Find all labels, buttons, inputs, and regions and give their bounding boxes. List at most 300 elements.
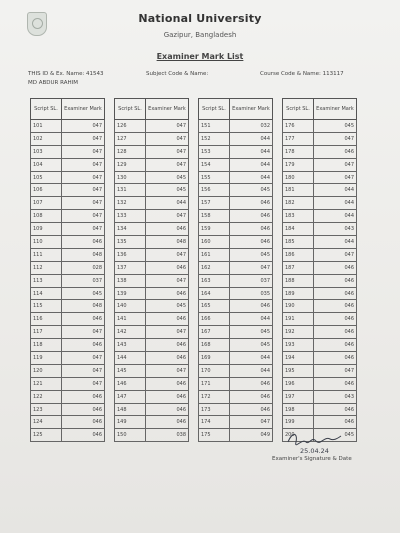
table-row: [115, 326, 189, 339]
script-sl-cell: 133: [115, 210, 146, 223]
examiner-mark-cell: 046: [314, 326, 357, 339]
examiner-mark-cell: 048: [62, 300, 105, 313]
table-row: [199, 300, 273, 313]
script-sl-cell: 176: [283, 120, 314, 133]
examiner-mark-cell: 047: [62, 120, 105, 133]
examiner-mark-cell: 046: [62, 313, 105, 326]
script-sl-cell: 197: [283, 390, 314, 403]
script-sl-cell: 110: [31, 236, 62, 249]
script-sl-cell: 173: [199, 403, 230, 416]
script-sl-cell: 194: [283, 352, 314, 365]
script-sl-cell: 149: [115, 416, 146, 429]
table-row: [283, 274, 357, 287]
script-sl-cell: 168: [199, 339, 230, 352]
script-sl-cell: 145: [115, 364, 146, 377]
script-sl-cell: 165: [199, 300, 230, 313]
table-row: [31, 403, 105, 416]
examiner-mark-cell: 044: [314, 184, 357, 197]
document-title: Examiner Mark List: [156, 52, 244, 61]
examiner-mark-cell: 044: [230, 313, 273, 326]
script-sl-cell: 101: [31, 120, 62, 133]
examiner-mark-cell: 028: [62, 261, 105, 274]
script-sl-cell: 174: [199, 416, 230, 429]
table-row: [115, 132, 189, 145]
script-sl-cell: 113: [31, 274, 62, 287]
examiner-mark-cell: 049: [230, 429, 273, 442]
signature-date: 25.04.24: [300, 447, 329, 455]
table-row: [283, 158, 357, 171]
script-sl-cell: 157: [199, 197, 230, 210]
examiner-mark-cell: 047: [146, 326, 189, 339]
mark-table-4: [282, 98, 357, 442]
examiner-mark-cell: 046: [62, 416, 105, 429]
examiner-mark-cell: 035: [230, 287, 273, 300]
table-row: [199, 248, 273, 261]
examiner-mark-cell: 047: [62, 197, 105, 210]
table-row: [115, 120, 189, 133]
examiner-mark-cell: 047: [230, 261, 273, 274]
table-row: [199, 377, 273, 390]
examiner-mark-cell: 046: [146, 403, 189, 416]
table-row: [283, 171, 357, 184]
script-sl-cell: 158: [199, 210, 230, 223]
examiner-mark-cell: 046: [314, 261, 357, 274]
table-row: [31, 171, 105, 184]
table-row: [283, 313, 357, 326]
table-row: [31, 236, 105, 249]
examiner-mark-cell: 044: [230, 145, 273, 158]
script-sl-cell: 189: [283, 287, 314, 300]
script-sl-cell: 102: [31, 132, 62, 145]
table-row: [199, 120, 273, 133]
script-sl-cell: 132: [115, 197, 146, 210]
script-sl-cell: 195: [283, 364, 314, 377]
script-sl-cell: 135: [115, 236, 146, 249]
table-row: [31, 416, 105, 429]
examiner-mark-cell: 046: [314, 377, 357, 390]
script-sl-cell: 182: [283, 197, 314, 210]
script-sl-cell: 122: [31, 390, 62, 403]
script-sl-cell: 127: [115, 132, 146, 145]
table-row: [283, 339, 357, 352]
script-sl-cell: 119: [31, 352, 62, 365]
examiner-mark-cell: 044: [230, 171, 273, 184]
examiner-mark-cell: 044: [230, 352, 273, 365]
examiner-mark-cell: 046: [62, 236, 105, 249]
script-sl-cell: 166: [199, 313, 230, 326]
script-sl-cell: 199: [283, 416, 314, 429]
script-sl-header: Script SL.: [283, 99, 314, 120]
thesis-id-field: THIS ID & Ex. Name: 41543: [28, 71, 104, 77]
script-sl-cell: 171: [199, 377, 230, 390]
script-sl-cell: 116: [31, 313, 62, 326]
examiner-mark-cell: 047: [62, 364, 105, 377]
script-sl-cell: 196: [283, 377, 314, 390]
table-row: [115, 364, 189, 377]
table-row: [283, 145, 357, 158]
script-sl-cell: 146: [115, 377, 146, 390]
examiner-mark-cell: 048: [146, 236, 189, 249]
table-row: [31, 429, 105, 442]
table-row: [31, 210, 105, 223]
examiner-mark-cell: 046: [314, 287, 357, 300]
script-sl-cell: 129: [115, 158, 146, 171]
table-row: [199, 287, 273, 300]
examiner-mark-cell: 046: [146, 261, 189, 274]
examiner-mark-cell: 047: [62, 132, 105, 145]
examiner-mark-cell: 047: [62, 145, 105, 158]
examiner-mark-cell: 046: [314, 352, 357, 365]
examiner-mark-cell: 047: [146, 274, 189, 287]
table-row: [283, 300, 357, 313]
examiner-mark-cell: 047: [314, 364, 357, 377]
table-row: [31, 339, 105, 352]
examiner-mark-cell: 046: [62, 429, 105, 442]
table-row: [115, 339, 189, 352]
table-row: [283, 210, 357, 223]
examiner-mark-cell: 046: [314, 416, 357, 429]
table-row: [115, 184, 189, 197]
examiner-mark-cell: 046: [62, 339, 105, 352]
table-row: [199, 390, 273, 403]
examiner-mark-cell: 046: [230, 210, 273, 223]
script-sl-cell: 140: [115, 300, 146, 313]
script-sl-header: Script SL.: [31, 99, 62, 120]
script-sl-cell: 177: [283, 132, 314, 145]
table-row: [199, 158, 273, 171]
table-row: [283, 403, 357, 416]
examiner-mark-cell: 046: [62, 403, 105, 416]
examiner-mark-cell: 047: [146, 158, 189, 171]
table-row: [199, 184, 273, 197]
table-row: [31, 132, 105, 145]
script-sl-cell: 112: [31, 261, 62, 274]
examiner-mark-cell: 045: [146, 300, 189, 313]
script-sl-cell: 126: [115, 120, 146, 133]
examiner-mark-cell: 047: [62, 223, 105, 236]
table-row: [115, 171, 189, 184]
script-sl-cell: 103: [31, 145, 62, 158]
script-sl-cell: 123: [31, 403, 62, 416]
table-row: [31, 377, 105, 390]
script-sl-cell: 105: [31, 171, 62, 184]
examiner-mark-cell: 044: [314, 197, 357, 210]
examiner-mark-cell: 046: [314, 145, 357, 158]
script-sl-cell: 154: [199, 158, 230, 171]
table-body: [115, 120, 189, 442]
script-sl-cell: 175: [199, 429, 230, 442]
script-sl-cell: 193: [283, 339, 314, 352]
table-row: [283, 377, 357, 390]
examiner-mark-cell: 046: [230, 236, 273, 249]
script-sl-cell: 187: [283, 261, 314, 274]
table-row: [199, 261, 273, 274]
table-row: [115, 158, 189, 171]
examiner-mark-cell: 047: [62, 326, 105, 339]
examiner-mark-cell: 038: [146, 429, 189, 442]
script-sl-cell: 121: [31, 377, 62, 390]
examiner-mark-cell: 046: [314, 313, 357, 326]
examiner-mark-cell: 044: [146, 197, 189, 210]
script-sl-cell: 178: [283, 145, 314, 158]
table-row: [283, 261, 357, 274]
script-sl-header: Script SL.: [199, 99, 230, 120]
examiner-mark-cell: 047: [146, 210, 189, 223]
table-row: [199, 145, 273, 158]
examiner-mark-cell: 047: [314, 248, 357, 261]
script-sl-cell: 198: [283, 403, 314, 416]
examiner-mark-cell: 047: [146, 132, 189, 145]
script-sl-cell: 107: [31, 197, 62, 210]
script-sl-cell: 161: [199, 248, 230, 261]
script-sl-header: Script SL.: [115, 99, 146, 120]
table-body: [31, 120, 105, 442]
script-sl-cell: 124: [31, 416, 62, 429]
examiner-mark-cell: 047: [146, 145, 189, 158]
examiner-mark-cell: 047: [146, 120, 189, 133]
script-sl-cell: 163: [199, 274, 230, 287]
table-row: [199, 197, 273, 210]
script-sl-cell: 152: [199, 132, 230, 145]
script-sl-cell: 153: [199, 145, 230, 158]
script-sl-cell: 179: [283, 158, 314, 171]
table-row: [199, 274, 273, 287]
table-body: [283, 120, 357, 442]
examiner-mark-header: Examiner Mark: [230, 99, 273, 120]
script-sl-cell: 104: [31, 158, 62, 171]
table-row: [31, 300, 105, 313]
examiner-mark-cell: 046: [230, 197, 273, 210]
table-row: [115, 403, 189, 416]
table-row: [115, 197, 189, 210]
script-sl-cell: 143: [115, 339, 146, 352]
script-sl-cell: 156: [199, 184, 230, 197]
script-sl-cell: 139: [115, 287, 146, 300]
table-row: [199, 339, 273, 352]
script-sl-cell: 120: [31, 364, 62, 377]
examiner-mark-cell: 046: [146, 390, 189, 403]
table-row: [115, 287, 189, 300]
examiner-mark-cell: 046: [314, 339, 357, 352]
examiner-mark-cell: 047: [62, 184, 105, 197]
script-sl-cell: 111: [31, 248, 62, 261]
script-sl-cell: 148: [115, 403, 146, 416]
examiner-mark-cell: 044: [230, 132, 273, 145]
examiner-mark-cell: 046: [146, 223, 189, 236]
signature-label: Examiner's Signature & Date: [272, 456, 352, 462]
examiner-mark-cell: 046: [314, 300, 357, 313]
script-sl-cell: 184: [283, 223, 314, 236]
script-sl-cell: 106: [31, 184, 62, 197]
script-sl-cell: 160: [199, 236, 230, 249]
examiner-mark-cell: 047: [146, 364, 189, 377]
mark-table-3: [198, 98, 273, 442]
examiner-mark-cell: 043: [314, 223, 357, 236]
examiner-mark-cell: 047: [62, 352, 105, 365]
table-row: [115, 236, 189, 249]
script-sl-cell: 159: [199, 223, 230, 236]
script-sl-cell: 180: [283, 171, 314, 184]
examiner-mark-cell: 044: [314, 236, 357, 249]
script-sl-cell: 200: [283, 429, 314, 442]
table-row: [115, 223, 189, 236]
table-row: [283, 248, 357, 261]
mark-table-2: [114, 98, 189, 442]
script-sl-cell: 162: [199, 261, 230, 274]
script-sl-cell: 114: [31, 287, 62, 300]
examiner-mark-cell: 044: [230, 364, 273, 377]
examiner-mark-cell: 047: [314, 158, 357, 171]
table-row: [199, 429, 273, 442]
script-sl-cell: 172: [199, 390, 230, 403]
examiner-mark-cell: 045: [230, 184, 273, 197]
examiner-mark-cell: 045: [146, 171, 189, 184]
table-row: [199, 403, 273, 416]
table-row: [283, 287, 357, 300]
table-row: [31, 326, 105, 339]
script-sl-cell: 155: [199, 171, 230, 184]
table-row: [199, 326, 273, 339]
examiner-mark-cell: 046: [146, 377, 189, 390]
script-sl-cell: 142: [115, 326, 146, 339]
script-sl-cell: 115: [31, 300, 62, 313]
script-sl-cell: 125: [31, 429, 62, 442]
table-row: [199, 210, 273, 223]
examiner-mark-cell: 037: [230, 274, 273, 287]
table-body: [199, 120, 273, 442]
examiner-mark-cell: 047: [230, 416, 273, 429]
examiner-mark-cell: 045: [314, 120, 357, 133]
handwritten-signature: [284, 426, 344, 456]
table-row: [283, 184, 357, 197]
script-sl-cell: 183: [283, 210, 314, 223]
examiner-mark-cell: 037: [62, 274, 105, 287]
examiner-mark-header: Examiner Mark: [146, 99, 189, 120]
examiner-mark-cell: 045: [230, 326, 273, 339]
examiner-mark-cell: 046: [146, 416, 189, 429]
table-row: [115, 248, 189, 261]
examiner-mark-cell: 045: [146, 184, 189, 197]
table-row: [283, 326, 357, 339]
examiner-mark-cell: 046: [230, 300, 273, 313]
examiner-mark-cell: 047: [314, 171, 357, 184]
examiner-mark-cell: 043: [314, 390, 357, 403]
examiner-mark-cell: 046: [146, 339, 189, 352]
script-sl-cell: 131: [115, 184, 146, 197]
table-row: [31, 145, 105, 158]
script-sl-cell: 181: [283, 184, 314, 197]
script-sl-cell: 141: [115, 313, 146, 326]
table-row: [31, 390, 105, 403]
examiner-mark-header: Examiner Mark: [314, 99, 357, 120]
table-row: [115, 274, 189, 287]
examiner-mark-cell: 046: [230, 377, 273, 390]
examiner-mark-cell: 046: [314, 274, 357, 287]
course-field: Course Code & Name: 113117: [260, 71, 344, 77]
table-row: [115, 390, 189, 403]
table-row: [31, 364, 105, 377]
table-row: [199, 132, 273, 145]
script-sl-cell: 164: [199, 287, 230, 300]
examiner-mark-cell: 046: [314, 403, 357, 416]
table-row: [199, 313, 273, 326]
script-sl-cell: 136: [115, 248, 146, 261]
table-row: [31, 197, 105, 210]
examiner-mark-cell: 047: [62, 171, 105, 184]
examiner-mark-cell: 046: [146, 287, 189, 300]
examiner-mark-cell: 047: [62, 158, 105, 171]
script-sl-cell: 190: [283, 300, 314, 313]
table-row: [283, 352, 357, 365]
table-row: [115, 300, 189, 313]
table-row: [199, 364, 273, 377]
examiner-mark-cell: 047: [62, 377, 105, 390]
examiner-mark-cell: 045: [62, 287, 105, 300]
table-row: [115, 145, 189, 158]
script-sl-cell: 109: [31, 223, 62, 236]
table-row: [31, 223, 105, 236]
table-row: [115, 352, 189, 365]
table-row: [31, 120, 105, 133]
examiner-mark-cell: 046: [230, 403, 273, 416]
script-sl-cell: 150: [115, 429, 146, 442]
script-sl-cell: 191: [283, 313, 314, 326]
examiner-mark-cell: 045: [230, 248, 273, 261]
table-row: [31, 261, 105, 274]
table-row: [31, 274, 105, 287]
mark-table-1: [30, 98, 105, 442]
examiner-mark-cell: 044: [230, 158, 273, 171]
table-row: [283, 197, 357, 210]
examiner-mark-cell: 046: [62, 390, 105, 403]
examiner-mark-cell: 045: [230, 339, 273, 352]
table-row: [199, 352, 273, 365]
table-row: [283, 364, 357, 377]
examiner-mark-cell: 046: [230, 223, 273, 236]
script-sl-cell: 138: [115, 274, 146, 287]
examiner-name-field: MD ABDUR RAHIM: [28, 80, 78, 86]
examiner-mark-cell: 047: [314, 132, 357, 145]
script-sl-cell: 118: [31, 339, 62, 352]
examiner-mark-cell: 032: [230, 120, 273, 133]
script-sl-cell: 130: [115, 171, 146, 184]
script-sl-cell: 192: [283, 326, 314, 339]
table-row: [31, 313, 105, 326]
table-row: [115, 377, 189, 390]
table-row: [283, 120, 357, 133]
examiner-mark-cell: 045: [314, 429, 357, 442]
table-row: [31, 184, 105, 197]
script-sl-cell: 134: [115, 223, 146, 236]
script-sl-cell: 108: [31, 210, 62, 223]
table-row: [115, 210, 189, 223]
script-sl-cell: 169: [199, 352, 230, 365]
table-row: [283, 236, 357, 249]
table-row: [283, 132, 357, 145]
table-row: [199, 171, 273, 184]
script-sl-cell: 144: [115, 352, 146, 365]
script-sl-cell: 188: [283, 274, 314, 287]
examiner-mark-header: Examiner Mark: [62, 99, 105, 120]
examiner-mark-cell: 046: [230, 390, 273, 403]
table-row: [115, 429, 189, 442]
examiner-mark-cell: 046: [146, 313, 189, 326]
script-sl-cell: 185: [283, 236, 314, 249]
table-row: [31, 352, 105, 365]
script-sl-cell: 117: [31, 326, 62, 339]
examiner-mark-cell: 044: [314, 210, 357, 223]
table-row: [199, 416, 273, 429]
